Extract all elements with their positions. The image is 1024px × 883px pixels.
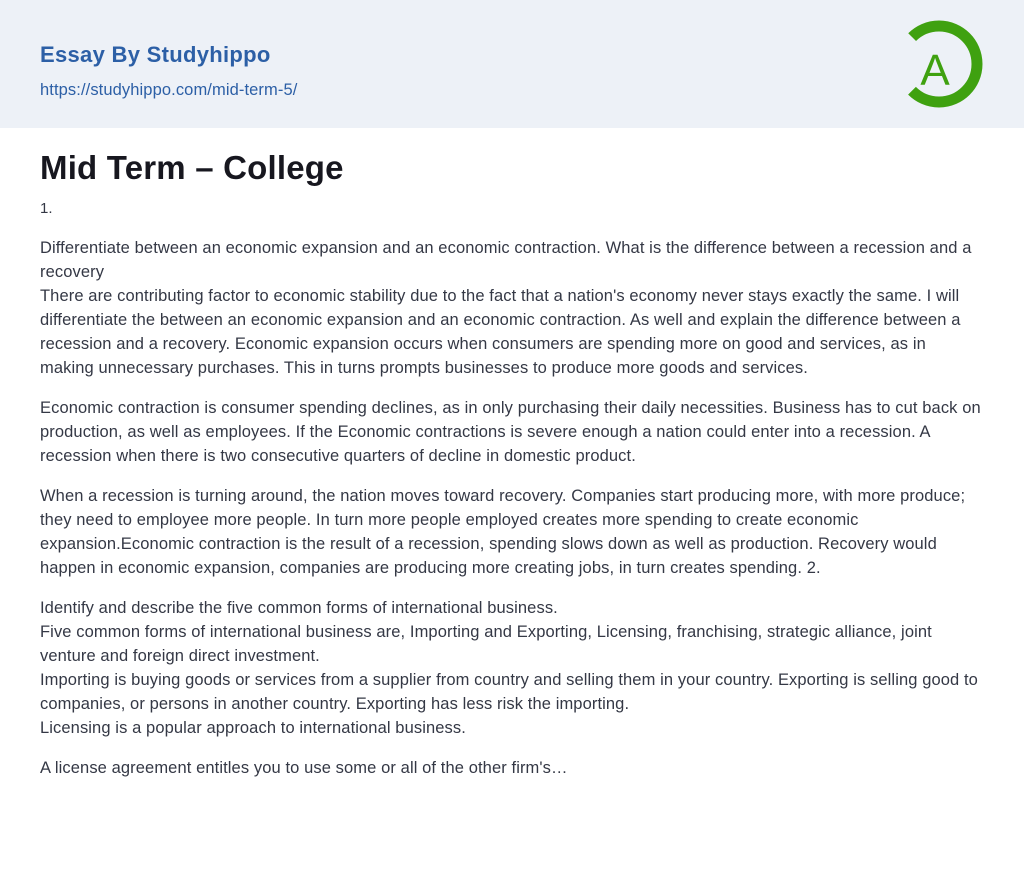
essay-paragraph	[40, 484, 984, 580]
page-header	[0, 0, 1024, 128]
essay-paragraph	[40, 756, 984, 780]
essay-line: There are contributing factor to economic stability due to the fact that a nation's economy never stays exactly the same. I will differentiate the between an economic expansion and an economic contraction. As well and explain the difference between a recession and a recovery. Economic expansion occurs when consumers are spending more on good and services, as in making unnecessary purchases. This in turns prompts businesses to produce more goods and services.	[40, 287, 961, 377]
page-url-link[interactable]: https://studyhippo.com/mid-term-5/	[40, 81, 298, 99]
essay-line: Licensing is a popular approach to international business.	[40, 719, 466, 737]
essay-line: Economic contraction is consumer spending declines, as in only purchasing their daily necessities. Business has to cut back on production, as well as employees. If the Economic contractions is severe enough a nation could enter into a recession. A recession when there is two consecutive quarters of decline in domestic product.	[40, 399, 981, 465]
site-title: Essay By Studyhippo	[40, 42, 271, 67]
studyhippo-logo	[894, 19, 984, 109]
essay-line: Five common forms of international business are, Importing and Exporting, Licensing, franchising, strategic alliance, joint venture and foreign direct investment.	[40, 623, 932, 665]
header-text-group	[40, 41, 297, 101]
article-content	[0, 148, 1024, 780]
page-title: Mid Term – College	[40, 149, 344, 186]
essay-line: When a recession is turning around, the nation moves toward recovery. Companies start producing more, with more produce; they need to employee more people. In turn more people employed creates more spending to create economic expansion.Economic contraction is the result of a recession, spending slows down as well as production. Recovery would happen in economic expansion, companies are producing more creating jobs, in turn creates spending. 2.	[40, 487, 966, 577]
essay-line: A license agreement entitles you to use some or all of the other firm's…	[40, 759, 568, 777]
essay-line: Differentiate between an economic expansion and an economic contraction. What is the difference between a recession and a recovery	[40, 239, 972, 281]
essay-paragraph	[40, 396, 984, 468]
logo-letter: A	[920, 46, 950, 95]
essay-paragraph	[40, 236, 984, 380]
essay-line: Importing is buying goods or services from a supplier from country and selling them in your country. Exporting is selling good to companies, or persons in another country. Exporting has less risk the importing.	[40, 671, 978, 713]
essay-line: Identify and describe the five common forms of international business.	[40, 599, 558, 617]
list-marker: 1.	[40, 200, 53, 217]
essay-paragraph	[40, 596, 984, 740]
